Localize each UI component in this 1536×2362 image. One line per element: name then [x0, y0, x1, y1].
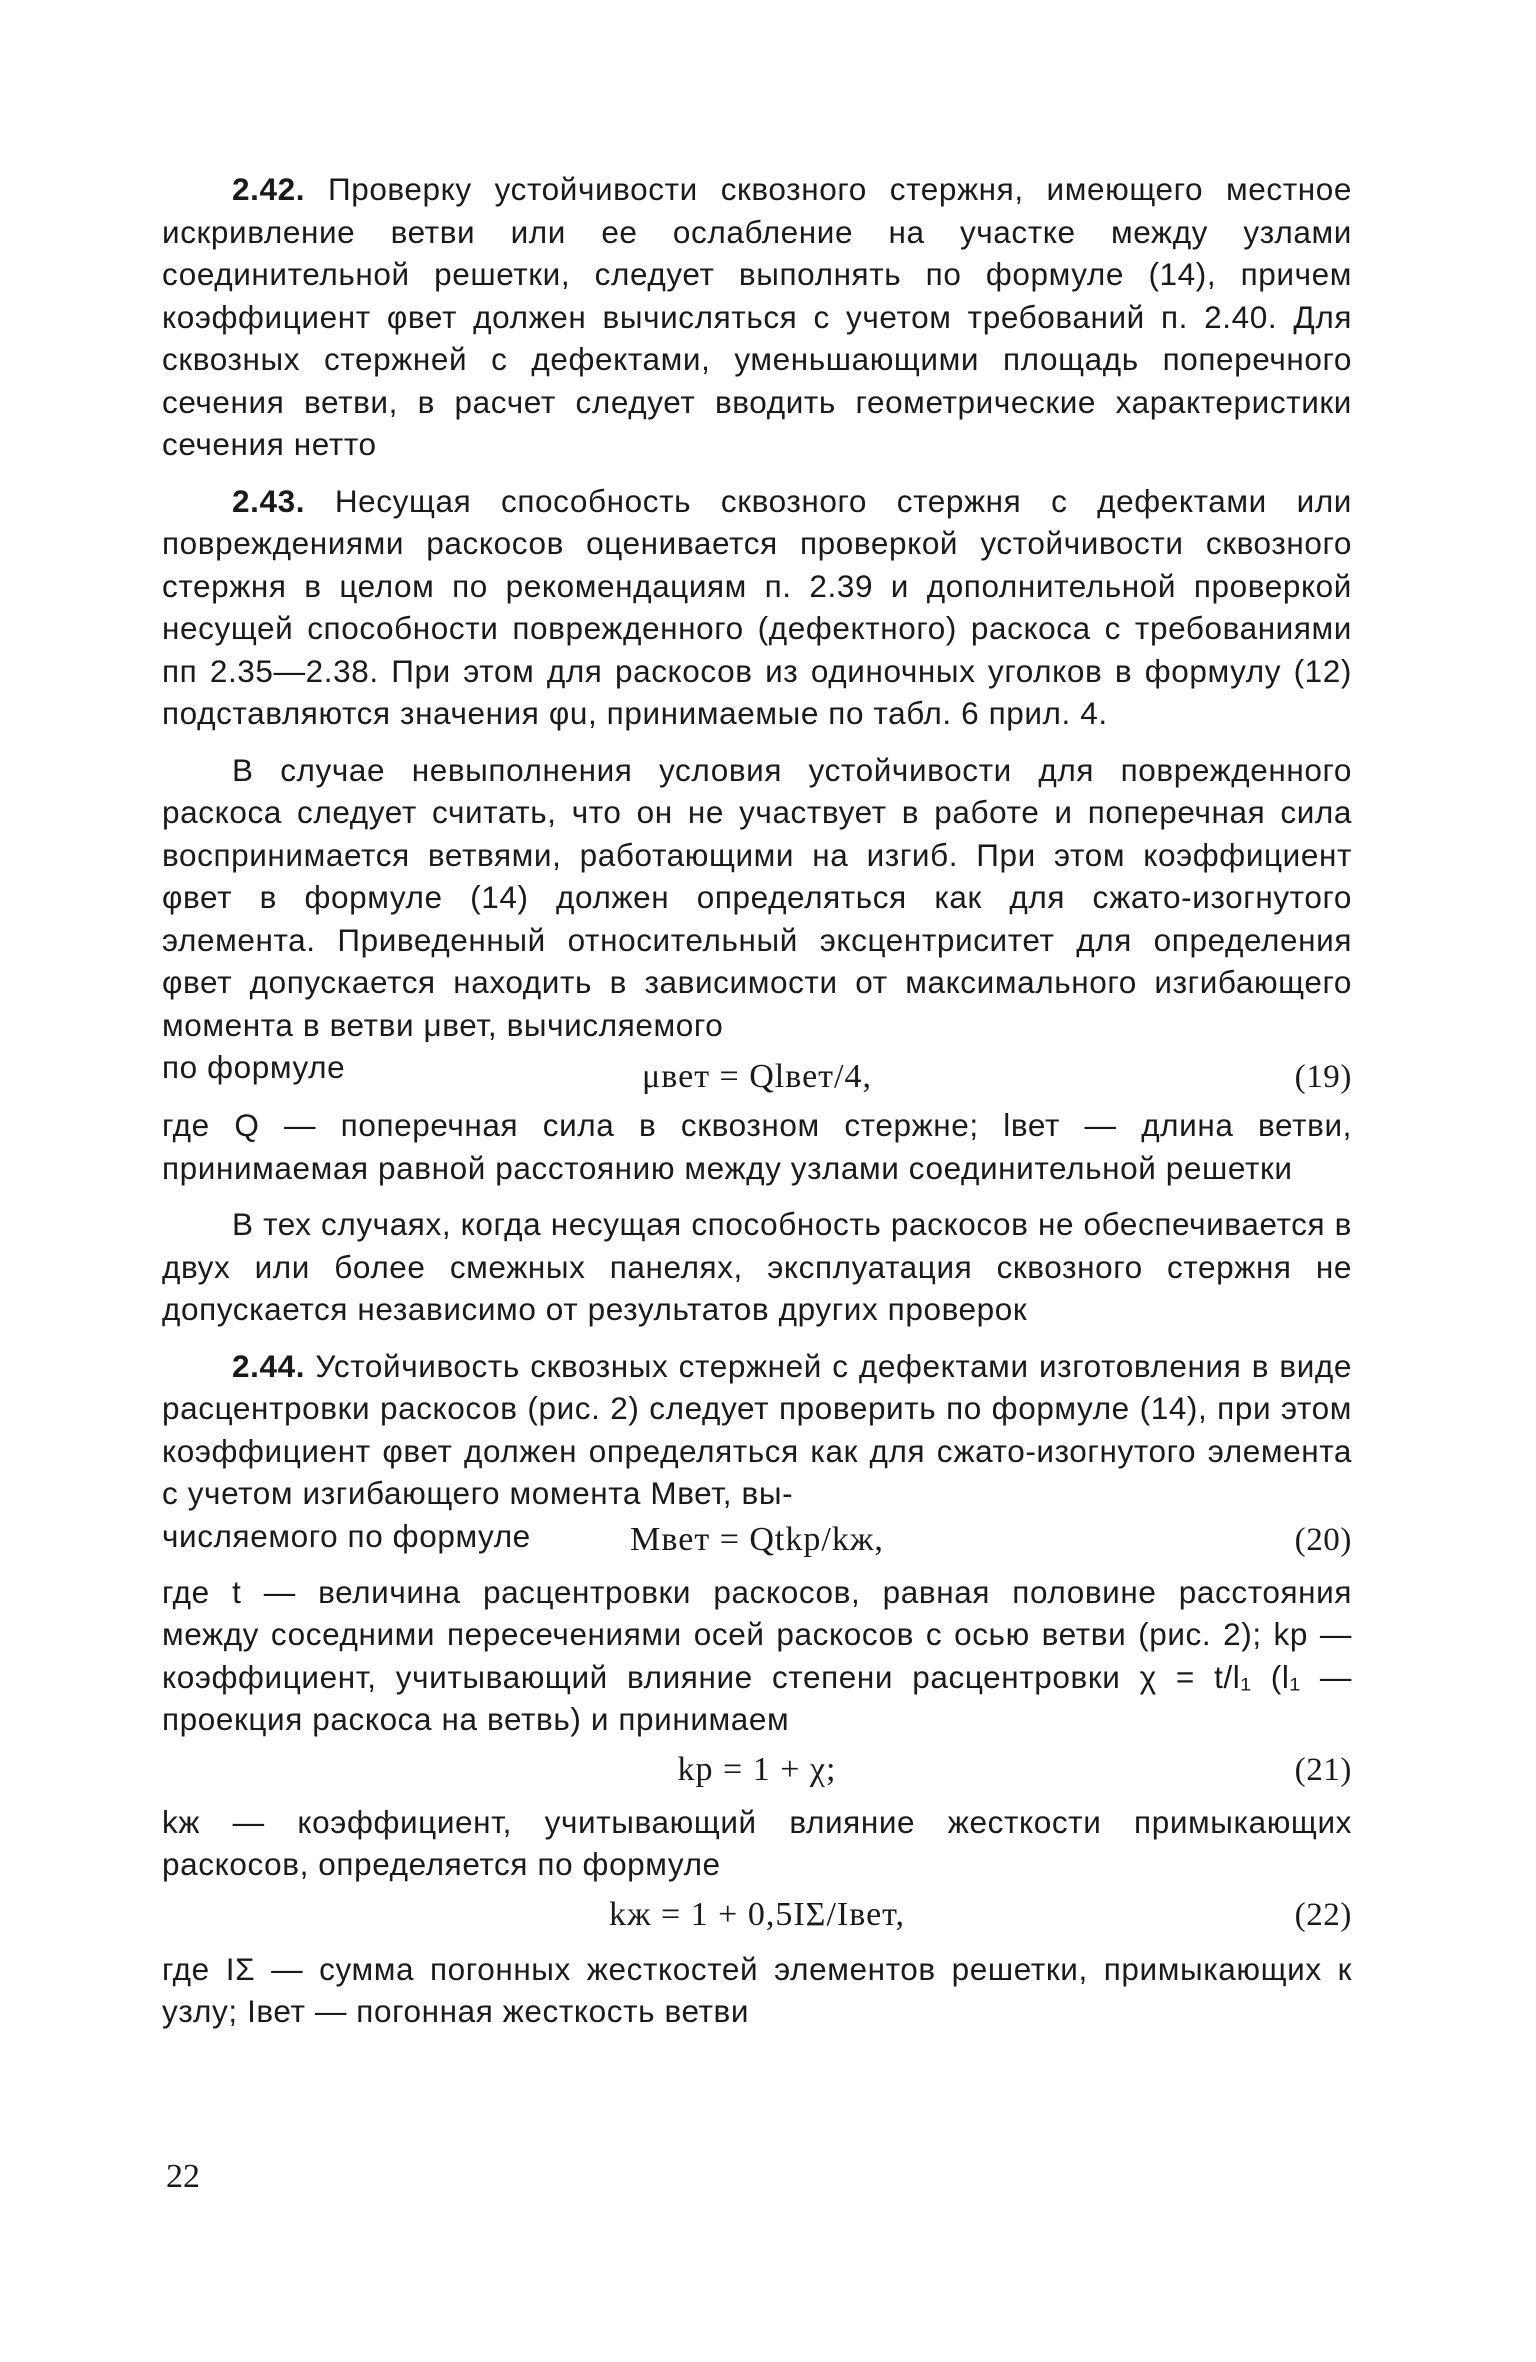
formula-number: (21): [1294, 1751, 1352, 1788]
section-number: 2.43.: [232, 482, 306, 519]
paragraph: где Q — поперечная сила в сквозном стержне; lвет — длина ветви, принимаемая равной расстоянию между узлами соединительной решетки: [162, 1107, 1352, 1186]
formula-22: [162, 1894, 1352, 1940]
section-number: 2.42.: [232, 171, 306, 207]
section-number: 2.44.: [232, 1347, 306, 1384]
section-2-43: [162, 480, 1352, 735]
paragraph: В случае невыполнения условия устойчивости для поврежденного раскоса следует считать, что он не участвует в работе и поперечная сила воспринимается ветвями, работающими на изгиб. При этом коэффициент φвет в формуле (14) должен определяться как для сжато-изогнутого элемента. Приведенный относительный эксцентриситет для определения φвет допускается находить в зависимости от максимального изгибающего момента в ветви μвет, вычисляемого: [162, 751, 1352, 1043]
formula-number: (20): [1294, 1521, 1352, 1558]
section-text: Устойчивость сквозных стержней с дефектами изготовления в виде расцентровки раскосов (рис. 2) следует проверить по формуле (14), при этом коэффициент φвет должен определяться как для сжато-изогнутого элемента с учетом изгибающего момента Mвет, вы-: [162, 1347, 1352, 1511]
paragraph: В тех случаях, когда несущая способность раскосов не обеспечивается в двух или более смежных панелях, эксплуатация сквозного стержня не допускается независимо от результатов других проверок: [162, 1206, 1352, 1327]
section-2-44: [162, 1345, 1352, 1515]
formula-19: [162, 1046, 1352, 1095]
paragraph: где t — величина расцентровки раскосов, равная половине расстояния между соседними пересечениями осей раскосов с осью ветви (рис. 2); kр — коэффициент, учитывающий влияние степени расцентровки χ = t/l₁ (l₁ — проекция раскоса на ветвь) и принимаем: [162, 1573, 1352, 1737]
formula-number: (19): [1294, 1059, 1352, 1095]
formula-20: [162, 1515, 1352, 1561]
paragraph: kж — коэффициент, учитывающий влияние жесткости примыкающих раскосов, определяется по формуле: [162, 1803, 1352, 1882]
document-body: [162, 168, 1352, 2033]
formula-expression: μвет = Qlвет/4,: [642, 1058, 872, 1095]
paragraph: где IΣ — сумма погонных жесткостей элементов решетки, примыкающих к узлу; Iвет — погонная жесткость ветви: [162, 1950, 1352, 2029]
formula-expression: Mвет = Qtkр/kж,: [630, 1520, 884, 1558]
section-text: Проверку устойчивости сквозного стержня, имеющего местное искривление ветви или ее ослабление на участке между узлами соединительной решетки, следует выполнять по формуле (14), причем коэффициент φвет должен вычисляться с учетом требований п. 2.40. Для сквозных стержней с дефектами, уменьшающими площадь поперечного сечения ветви, в расчет следует вводить геометрические характеристики сечения нетто: [162, 171, 1353, 462]
formula-expression: kж = 1 + 0,5IΣ/Iвет,: [609, 1895, 905, 1933]
section-text: Несущая способность сквозного стержня с дефектами или повреждениями раскосов оценивается проверкой устойчивости сквозного стержня в целом по рекомендациям п. 2.39 и дополнительной проверкой несущей способности поврежденного (дефектного) раскоса с требованиями пп 2.35—2.38. При этом для раскосов из одиночных уголков в формулу (12) подставляются значения φu, принимаемые по табл. 6 прил. 4.: [162, 482, 1352, 731]
formula-number: (22): [1294, 1896, 1352, 1933]
formula-lead-text: по формуле: [162, 1049, 346, 1085]
formula-expression: kр = 1 + χ;: [677, 1750, 837, 1788]
formula-lead-text: числяемого по формуле: [162, 1517, 531, 1554]
section-2-42: [162, 168, 1352, 466]
formula-21: [162, 1749, 1352, 1795]
page-number: 22: [166, 2158, 200, 2195]
